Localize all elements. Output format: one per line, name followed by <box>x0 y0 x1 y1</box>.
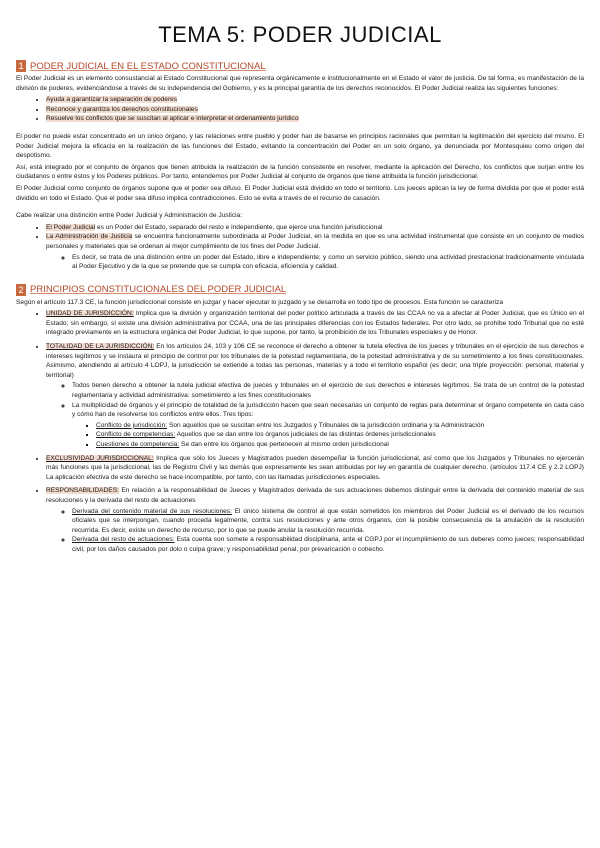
list-item <box>72 507 584 536</box>
underlined-term: Conflicto de jurisdicción: <box>96 421 168 429</box>
paragraph: El poder no puede estar concentrado en un único órgano, y las relaciones entre pueblo y poder han de basarse en principios racionales que permitan la legitimación del ejercicio del mismo. El Poder Judicial mejora la eficacia en la realización de las funciones del Estado, evitando la concentración del Poder en un solo órgano, ya denunciada por Montesquieu como origen del despotismo. <box>16 132 584 160</box>
list-item: ◦ Todos tienen derecho a obtener la tutela judicial efectiva de jueces y tribunales en el ejercicio de sus derechos e intereses legítimos. Se trata de un control de la potestad reglamentaria y actividad administrativa: sometimiento a los fines constitucionales <box>72 381 584 400</box>
item-text: Implica que la división y organización territorial del poder político articulada a través de las CCAA no va a afectar al Poder Judicial, que es Único en el Estado; sin embargo, sí existe una división administrativa por CCAA, una de las principales diferencias con los Estados federales. Por otro lado, se prohíbe todo Tribunal que no esté integrado previamente en la estructura orgánica del Poder Judicial, lo que supone, por tanto, la prohibición de los Tribunales especiales y de Honor. <box>46 310 584 337</box>
section-title: PODER JUDICIAL EN EL ESTADO CONSTITUCIONAL <box>30 60 266 72</box>
list-item <box>46 454 584 483</box>
list-item <box>72 401 584 450</box>
list-item <box>46 486 584 554</box>
item-text: En los artículos 24, 103 y 106 CE se reconoce el derecho a obtener la tutela efectiva de los jueces y tribunales en el ejercicio de sus derechos e intereses legítimos y se instaura el principio de control por los tribunales de la potestad reglamentaria, de la potestad administrativa y de su sometimiento a los fines constitucionales. Asimismo, atendiendo al artículo 4 LOPJ, la jurisdicción se extiende a todas las personas, materias y a todo el territorio español (es decir; una triple proyección: personal, material y territorial) <box>46 343 584 379</box>
highlighted-term: EXCLUSIVIDAD JURISDICCIONAL: <box>46 454 154 462</box>
item-text: Aquellos que se dan entre los órganos judiciales de las distintas órdenes jurisdiccionales <box>175 431 436 439</box>
conflicts-list <box>72 421 584 450</box>
paragraph: Cabe realizar una distinción entre Poder Judicial y Administración de Justicia: <box>16 212 243 220</box>
list-item <box>46 105 584 115</box>
underlined-term: Conflicto de competencias: <box>96 431 176 439</box>
list-item <box>46 95 584 105</box>
list-item <box>72 535 584 554</box>
highlighted-term: TOTALIDAD DE LA JURISDICCIÓN: <box>46 343 155 351</box>
page-title: TEMA 5: PODER JUDICIAL <box>158 22 442 47</box>
highlighted-term: RESPONSABILIDADES: <box>46 487 119 495</box>
item-text: El único sistema de control al que están sometidos los miembros del Poder Judicial es el derivado de los recursos oficiales que se interpongan, cuando proceda legalmente, contra sus resoluciones y ante otros órganos, con la posible consecuencia de la anulación de la resolución recurrida. Es decir, existe un derecho de recurso, por lo que se puede anular la resolución recurrida. <box>72 507 584 534</box>
highlighted-term: UNIDAD DE JURISDICCIÓN: <box>46 310 134 318</box>
list-item <box>46 342 584 450</box>
functions-list <box>16 95 584 124</box>
section-number: 2 <box>16 284 26 296</box>
list-item: ◦ Es decir, se trata de una distinción entre un poder del Estado, libre e independiente; y como un servicio público, siendo una actividad prestacional tradicionalmente vinculada al Poder Ejecutivo y de la que se pretende que se cumpla con eficacia, eficiencia y calidad. <box>72 253 584 272</box>
highlighted-term: El Poder Judicial <box>46 223 96 231</box>
paragraph: Así, está integrado por el conjunto de órganos que tienen atribuida la realización de la función consistente en resolver, mediante la aplicación del Derecho, los conflictos que surjan entre los ciudadanos o entre éstos y los Poderes públicos. Por tanto, entendemos por Poder Judicial al conjunto de órganos que tiene atribuida la función jurisdiccional. <box>16 163 584 181</box>
item-text: es un Poder del Estado, separado del resto e independiente, que ejerce una función jurisdiccional <box>95 223 383 231</box>
sub-list <box>46 507 584 555</box>
section-number: 1 <box>16 60 26 72</box>
underlined-term: Derivada del contenido material de sus resoluciones: <box>72 507 232 515</box>
distinction-list <box>16 223 584 272</box>
list-item <box>96 440 584 450</box>
underlined-term: Cuestiones de competencia: <box>96 441 180 448</box>
highlighted-term: La Administración de Justicia <box>46 233 133 241</box>
underlined-term: Derivada del resto de actuaciones: <box>72 536 175 544</box>
item-text: se encuentra funcionalmente subordinada al Poder Judicial, en la medida en que es una actividad instrumental que consiste en un conjunto de medios personales y materiales que se ordenan al mejor cumplimiento de los fines del Poder Judicial. <box>46 233 585 250</box>
list-item <box>46 309 584 338</box>
sub-list <box>46 381 584 449</box>
list-item <box>96 421 584 431</box>
highlighted-text: Reconoce y garantiza los derechos constitucionales <box>46 105 198 113</box>
section-title: PRINCIPIOS CONSTITUCIONALES DEL PODER JUDICIAL <box>30 284 287 296</box>
sub-list <box>46 253 584 272</box>
paragraph: El Poder Judicial como conjunto de órganos supone que el poder sea difuso. El Poder Judicial está dividido en todo el territorio. Los jueces aplican la ley de forma dividida por que el poder está dividido en todo el Estado. Que el poder sea difuso implica contradicciones. Esto se evita a través de el recurso de casación. <box>16 184 584 202</box>
list-item <box>46 232 584 271</box>
item-text: Esta cuenta son somete a responsabilidad disciplinaria, ante el CGPJ por el incumplimiento de sus deberes como jueces; responsabilidad civil, por los daños causados por dolo o culpa grave; y responsabilidad penal, por prevaricación o cohecho. <box>72 536 584 553</box>
paragraph: El Poder Judicial es un elemento consustancial al Estado Constitucional que representa orgánicamente e institucionalmente en el Estado el valor de justicia. De tal forma, es manifestación de la división de poderes, evidenciándose a través de su independencia del Gobierno, y es la principal garantía de los derechos reconocidos. El Poder Judicial realiza las siguientes funciones: <box>16 75 584 92</box>
item-text: Implica que sólo los Jueces y Magistrados pueden desempeñar la función jurisdiccional, así como que los Juzgados y Tribunales no ejercerán más funciones que la jurisdiccional, las de Registro Civil y las demás que expresamente les sean atribuidas por ley en garantía de cualquier derecho. (artículos 117.4 CE y 2.2 LOPJ) La aplicación efectiva de este derecho se hace incompatible, por tanto, con las llamadas jurisdicciones especiales. <box>46 454 584 481</box>
item-text: Son aquellos que se suscitan entre los Juzgados y Tribunales de la jurisdicción ordinaria y la Administración <box>167 421 485 429</box>
section-1-heading <box>16 60 584 72</box>
paragraph: Según el artículo 117.3 CE, la función jurisdiccional consiste en juzgar y hacer ejecutar lo juzgado y se desarrolla en todo tipo de procesos. Esta función se caracteriza <box>16 298 503 306</box>
list-item <box>46 114 584 124</box>
item-text: Se dan entre los órganos que pertenecen al mismo orden jurisdiccional <box>179 441 389 448</box>
list-item <box>46 223 584 233</box>
list-item <box>96 430 584 440</box>
section-2-heading <box>16 284 584 296</box>
highlighted-text: Resuelve los conflictos que se suscitan al aplicar e interpretar el ordenamiento jurídico <box>46 115 299 123</box>
item-text: En relación a la responsabilidad de Jueces y Magistrados derivada de sus actuaciones debemos distinguir entre la derivada del contenido material de sus resoluciones y la derivada del resto de actuaciones <box>46 487 584 504</box>
highlighted-text: Ayuda a garantizar la separación de poderes <box>46 96 178 104</box>
item-text: La multiplicidad de órganos y el principio de totalidad de la jurisdicción hacen que sean necesarias un conjunto de reglas para determinar el órgano competente en cada caso y cómo han de resolverse los conflictos entre ellos. Tres tipos: <box>72 401 584 419</box>
principles-list <box>16 309 584 554</box>
